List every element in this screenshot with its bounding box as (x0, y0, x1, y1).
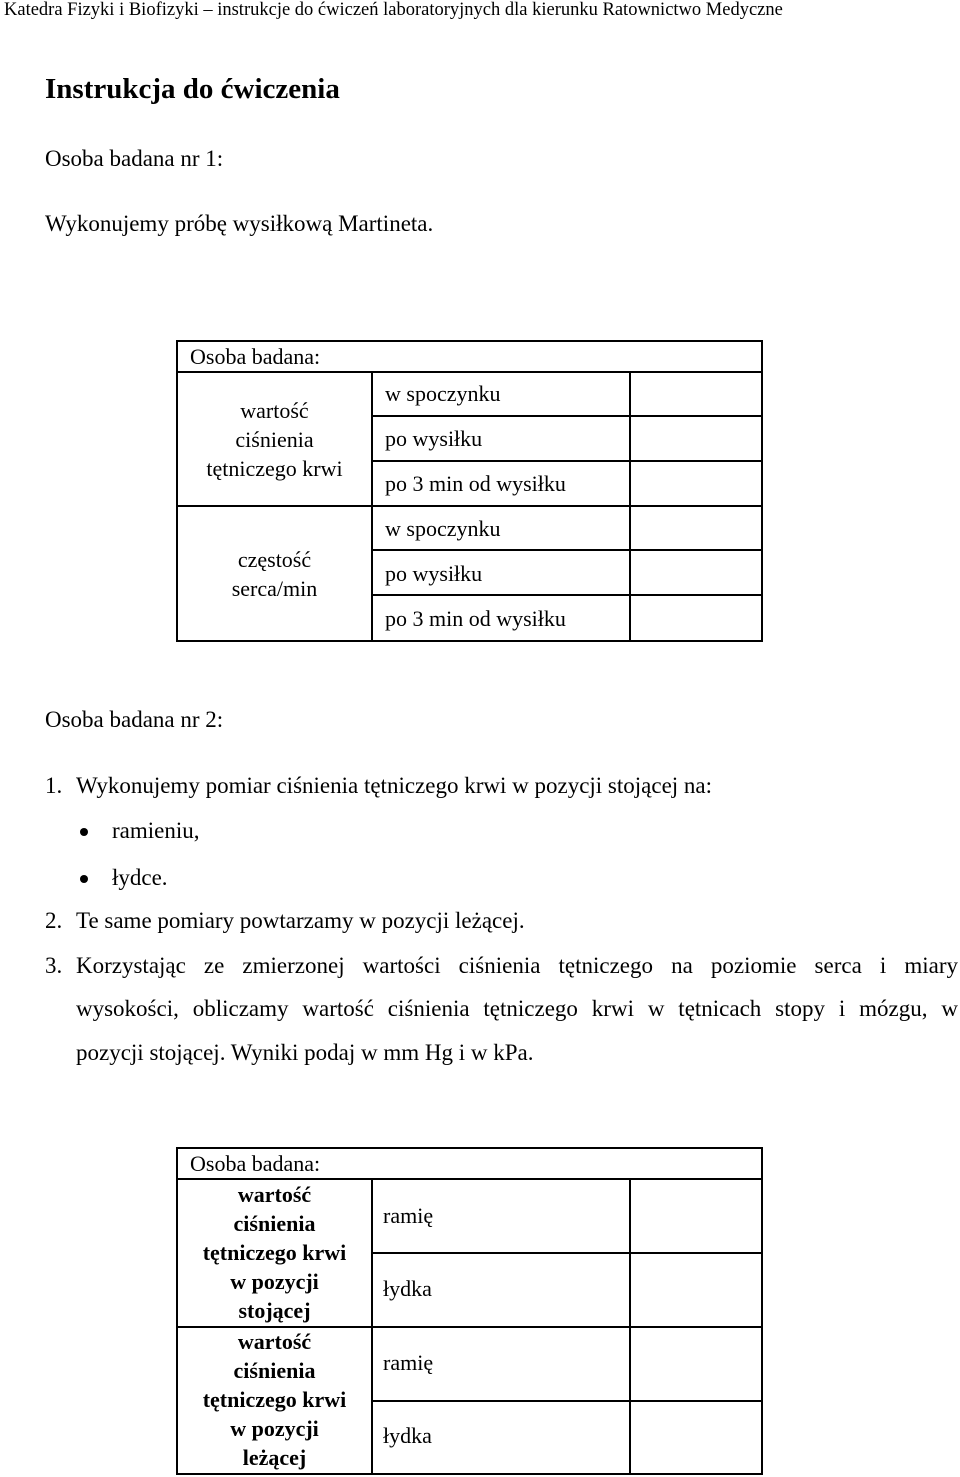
row-label-arm: ramię (383, 1203, 434, 1228)
step-3-number: 3. (45, 953, 63, 978)
step-3-line: Korzystając ze zmierzonej wartości ciśnienia tętniczego na poziomie serca i miary (76, 953, 958, 978)
bullet-icon (80, 875, 88, 883)
row-label-3min-after: po 3 min od wysiłku (385, 606, 566, 631)
row-label-calf: łydka (383, 1423, 432, 1448)
bullet-icon (80, 828, 88, 836)
step-1-text: Wykonujemy pomiar ciśnienia tętniczego krwi w pozycji stojącej na: (76, 773, 713, 798)
row-label-calf: łydka (383, 1276, 432, 1301)
page-header: Katedra Fizyki i Biofizyki – instrukcje do ćwiczeń laboratoryjnych dla kierunku Ratownictwo Medyczne (4, 0, 783, 20)
row-label-3min-after: po 3 min od wysiłku (385, 471, 566, 496)
group-label-blood-pressure: wartość ciśnienia tętniczego krwi (206, 398, 343, 481)
group-label-heart-rate: częstość serca/min (231, 547, 318, 601)
step-2-text: Te same pomiary powtarzamy w pozycji leżącej. (76, 908, 525, 933)
bullet-item: łydce. (112, 865, 168, 890)
person1-heading: Osoba badana nr 1: (45, 146, 224, 171)
martinet-table-caption: Osoba badana: (190, 344, 321, 369)
step-1-number: 1. (45, 773, 63, 798)
pressure-table-caption: Osoba badana: (190, 1151, 321, 1176)
person1-intro: Wykonujemy próbę wysiłkową Martineta. (45, 211, 434, 236)
step-3-line: pozycji stojącej. Wyniki podaj w mm Hg i w kPa. (76, 1040, 534, 1065)
group-label-standing: wartość ciśnienia tętniczego krwi w pozycji stojącej (202, 1182, 347, 1323)
row-label-arm: ramię (383, 1350, 434, 1375)
bullet-item: ramieniu, (112, 818, 200, 843)
group-label-lying: wartość ciśnienia tętniczego krwi w pozycji leżącej (202, 1329, 347, 1470)
person2-heading: Osoba badana nr 2: (45, 707, 224, 732)
row-label-after-exercise: po wysiłku (385, 561, 483, 586)
row-label-rest: w spoczynku (385, 516, 501, 541)
page-title: Instrukcja do ćwiczenia (45, 73, 340, 105)
row-label-rest: w spoczynku (385, 381, 501, 406)
step-3-line: wysokości, obliczamy wartość ciśnienia tętniczego krwi w tętnicach stopy i mózgu, w (76, 996, 958, 1021)
step-2-number: 2. (45, 908, 63, 933)
row-label-after-exercise: po wysiłku (385, 426, 483, 451)
